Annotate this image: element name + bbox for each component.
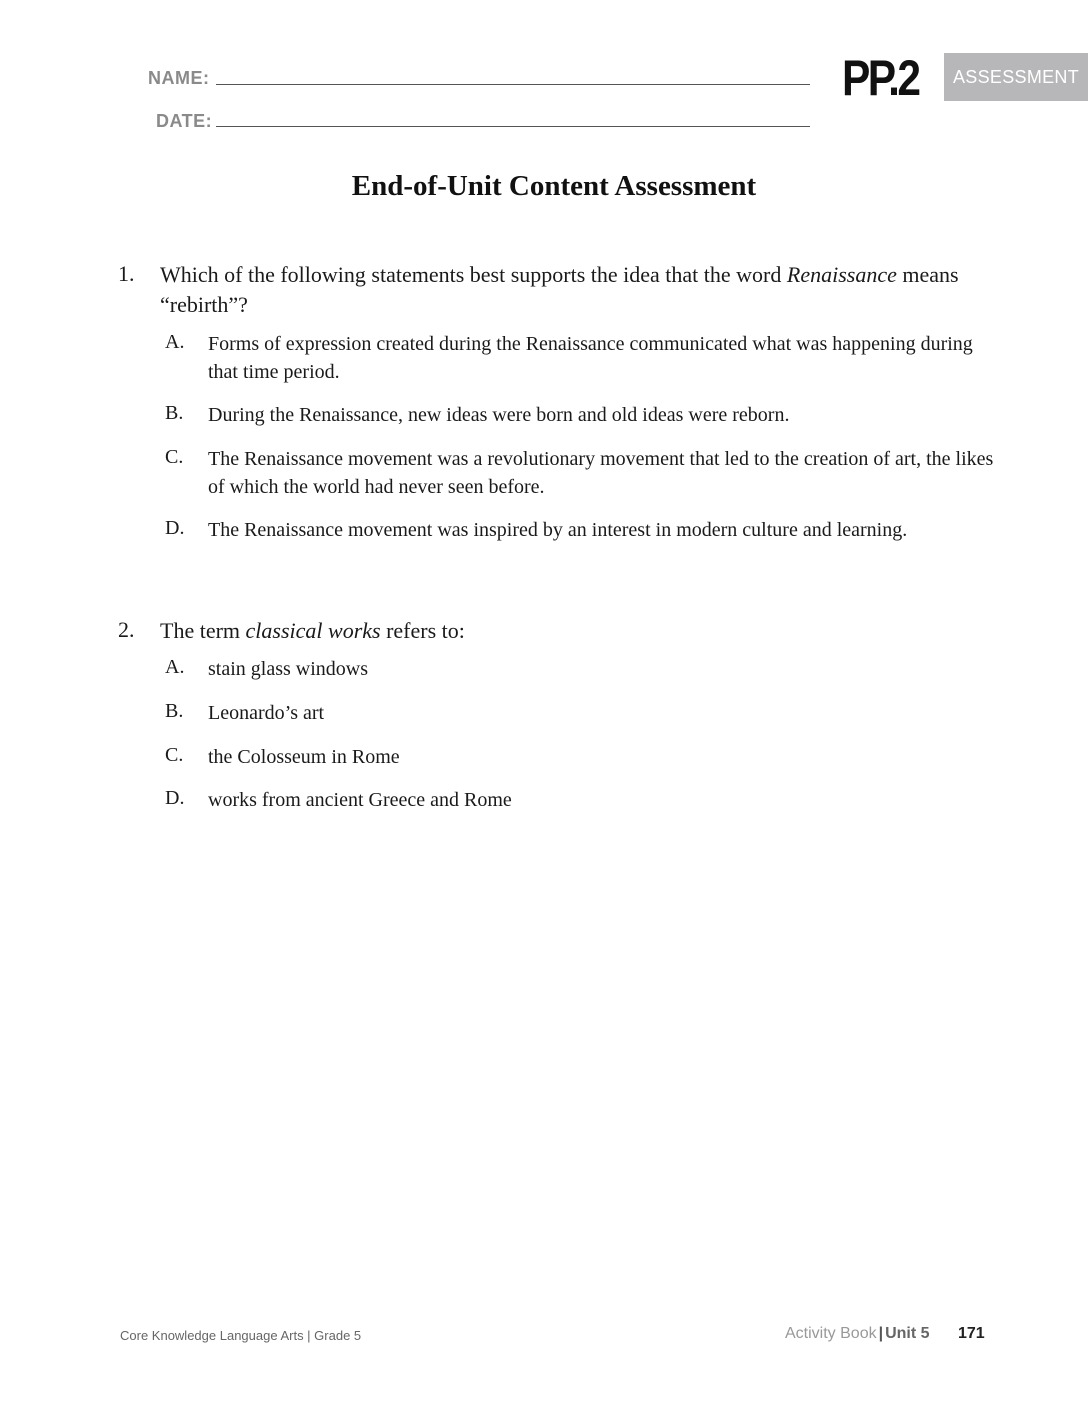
question-number: 2. xyxy=(118,617,135,642)
option-letter: C. xyxy=(165,446,184,468)
footer-unit: Unit 5 xyxy=(885,1325,930,1342)
option-text[interactable]: stain glass windows xyxy=(208,658,368,680)
option-text[interactable]: Leonardo’s art xyxy=(208,702,325,724)
question-number: 1. xyxy=(118,261,135,286)
page-title: End-of-Unit Content Assessment xyxy=(351,170,757,202)
date-line[interactable] xyxy=(216,126,810,127)
question-text xyxy=(160,616,990,646)
question-text-part: refers to: xyxy=(380,618,465,643)
footer-publisher: Core Knowledge Language Arts | Grade 5 xyxy=(120,1328,362,1343)
option-text[interactable]: During the Renaissance, new ideas were born and old ideas were reborn. xyxy=(208,404,790,426)
page-number: 171 xyxy=(958,1325,985,1342)
question-text-part: Which of the following statements best supports the idea that the word xyxy=(160,262,787,287)
option-text[interactable]: The Renaissance movement was a revolutionary movement that led to the creation of art, the likes of which the world had never seen before. xyxy=(208,448,994,498)
activity-code: PP.2 xyxy=(842,50,919,106)
footer-book-info xyxy=(785,1325,930,1343)
question-text-part: The term xyxy=(160,618,246,643)
option-letter: C. xyxy=(165,744,184,766)
footer-book: Activity Book xyxy=(785,1325,877,1342)
name-line[interactable] xyxy=(216,84,810,85)
option-text[interactable]: The Renaissance movement was inspired by an interest in modern culture and learning. xyxy=(208,519,908,541)
question-text-emphasis: classical works xyxy=(245,618,381,643)
assessment-tag: ASSESSMENT xyxy=(944,53,1088,101)
question-text-part: means “rebirth”? xyxy=(160,262,959,317)
footer-separator: | xyxy=(878,1325,884,1342)
option-text[interactable]: works from ancient Greece and Rome xyxy=(208,789,512,811)
option-letter: D. xyxy=(165,517,185,539)
option-letter: B. xyxy=(165,402,184,424)
option-letter: A. xyxy=(165,656,185,678)
question-text-emphasis: Renaissance xyxy=(786,262,897,287)
option-letter: B. xyxy=(165,700,184,722)
option-letter: A. xyxy=(165,331,185,353)
name-label: NAME: xyxy=(148,68,210,88)
question-text xyxy=(160,260,990,320)
date-label: DATE: xyxy=(156,111,213,131)
option-text[interactable]: Forms of expression created during the Renaissance communicated what was happening during that time period. xyxy=(208,333,973,383)
option-text[interactable]: the Colosseum in Rome xyxy=(208,746,400,768)
option-letter: D. xyxy=(165,787,185,809)
